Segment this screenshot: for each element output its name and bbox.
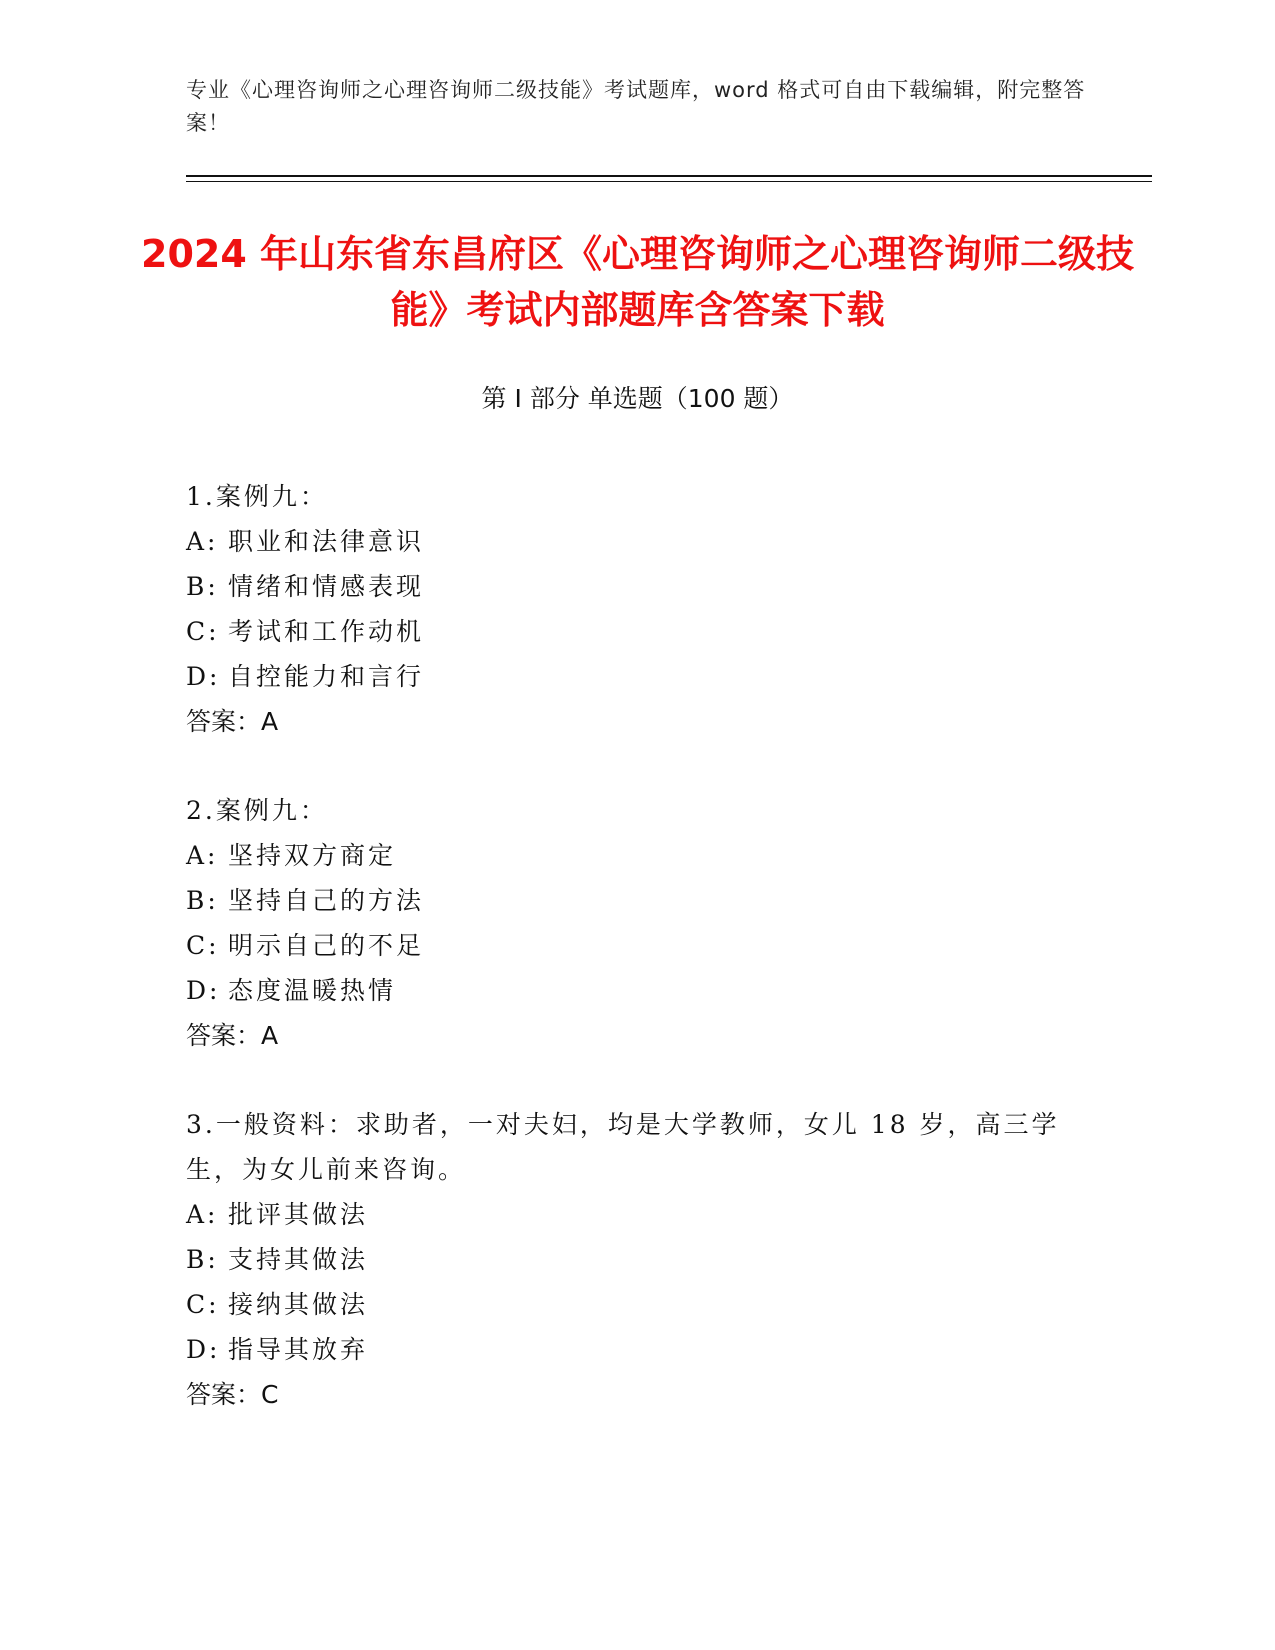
answer-line: 答案：A bbox=[186, 707, 279, 736]
option-text: 情绪和情感表现 bbox=[228, 572, 425, 601]
option-c bbox=[186, 1282, 1086, 1327]
section-title: 第 I 部分 单选题（100 题） bbox=[481, 384, 794, 413]
option-a bbox=[186, 833, 1086, 878]
option-text: 自控能力和言行 bbox=[228, 662, 425, 691]
option-c bbox=[186, 923, 1086, 968]
option-d bbox=[186, 1327, 1086, 1372]
option-a bbox=[186, 519, 1086, 564]
option-letter: A: bbox=[186, 841, 219, 870]
option-text: 指导其放弃 bbox=[228, 1335, 369, 1364]
option-d bbox=[186, 654, 1086, 699]
question-stem: 1.案例九： bbox=[186, 482, 328, 511]
question-list bbox=[186, 474, 1086, 1461]
option-letter: C: bbox=[186, 1290, 220, 1319]
option-letter: D: bbox=[186, 976, 221, 1005]
option-letter: C: bbox=[186, 617, 220, 646]
option-text: 坚持自己的方法 bbox=[228, 886, 425, 915]
option-letter: A: bbox=[186, 527, 219, 556]
question-3 bbox=[186, 1102, 1086, 1417]
question-stem: 2.案例九： bbox=[186, 796, 328, 825]
option-text: 态度温暖热情 bbox=[228, 976, 397, 1005]
question-1 bbox=[186, 474, 1086, 744]
option-text: 明示自己的不足 bbox=[228, 931, 425, 960]
answer-line: 答案：C bbox=[186, 1380, 279, 1409]
question-stem: 3.一般资料：求助者，一对夫妇，均是大学教师，女儿 18 岁，高三学生，为女儿前来咨询。 bbox=[186, 1110, 1060, 1184]
question-2 bbox=[186, 788, 1086, 1058]
option-text: 考试和工作动机 bbox=[228, 617, 425, 646]
header-divider-thin bbox=[186, 181, 1152, 182]
option-text: 职业和法律意识 bbox=[228, 527, 425, 556]
option-text: 坚持双方商定 bbox=[228, 841, 397, 870]
option-a bbox=[186, 1192, 1086, 1237]
option-letter: D: bbox=[186, 662, 221, 691]
option-letter: C: bbox=[186, 931, 220, 960]
option-b bbox=[186, 1237, 1086, 1282]
option-letter: B: bbox=[186, 1245, 219, 1274]
option-text: 接纳其做法 bbox=[228, 1290, 369, 1319]
option-letter: D: bbox=[186, 1335, 221, 1364]
option-text: 支持其做法 bbox=[228, 1245, 369, 1274]
option-d bbox=[186, 968, 1086, 1013]
option-letter: B: bbox=[186, 886, 219, 915]
option-b bbox=[186, 564, 1086, 609]
document-title: 2024 年山东省东昌府区《心理咨询师之心理咨询师二级技能》考试内部题库含答案下载 bbox=[141, 232, 1134, 332]
option-b bbox=[186, 878, 1086, 923]
option-text: 批评其做法 bbox=[228, 1200, 369, 1229]
answer-line: 答案：A bbox=[186, 1021, 279, 1050]
header-divider-thick bbox=[186, 175, 1152, 177]
header-note: 专业《心理咨询师之心理咨询师二级技能》考试题库，word 格式可自由下载编辑，附完整答案！ bbox=[186, 78, 1086, 135]
option-c bbox=[186, 609, 1086, 654]
option-letter: A: bbox=[186, 1200, 219, 1229]
option-letter: B: bbox=[186, 572, 219, 601]
